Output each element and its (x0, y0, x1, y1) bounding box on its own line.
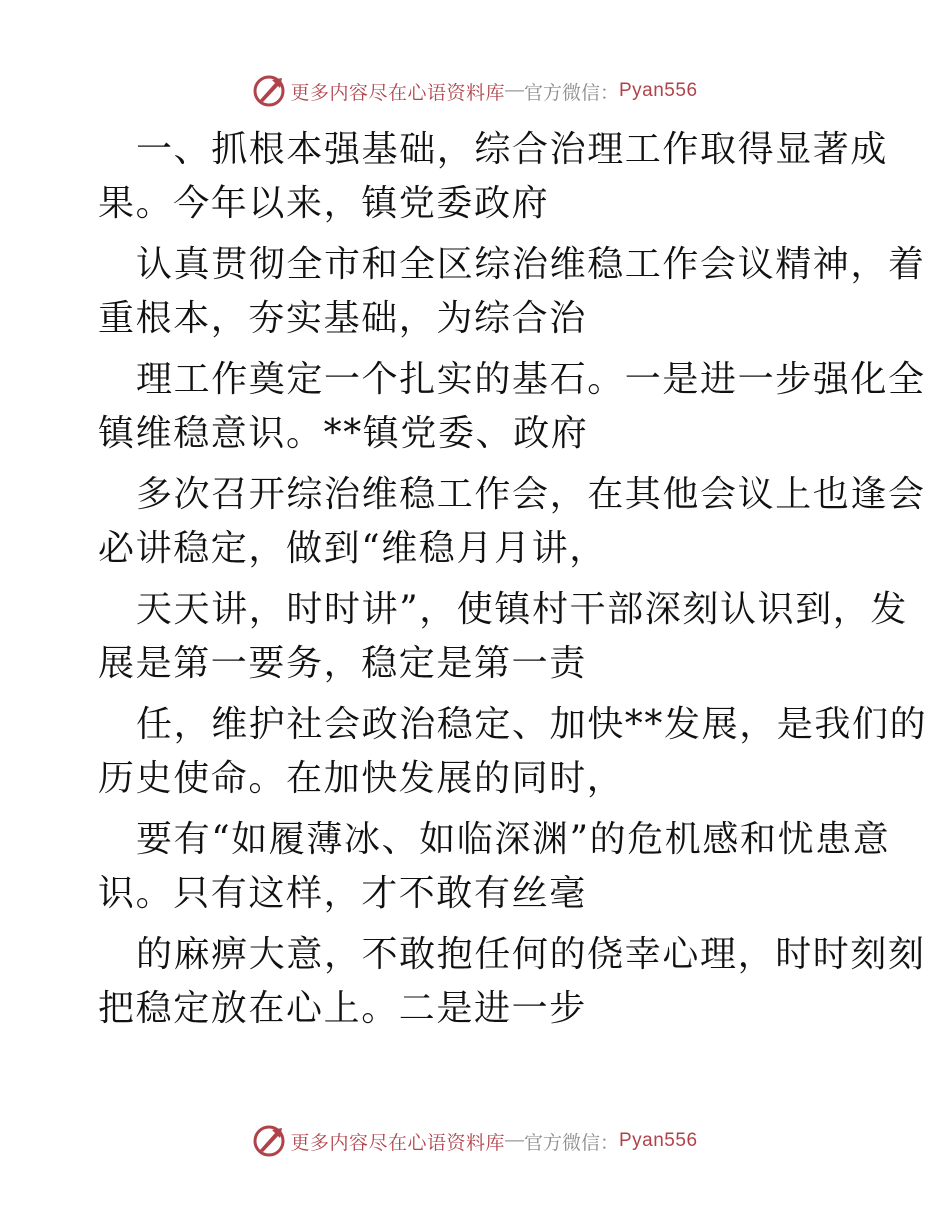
library-link[interactable]: 更多内容尽在心语资料库 (290, 1131, 505, 1154)
banner-separator: — (504, 80, 524, 101)
wechat-label: 官方微信： (523, 81, 619, 104)
body-line: 天天讲，时时讲”，使镇村干部深刻认识到，发 (136, 589, 909, 630)
wechat-id: Pyan556 (619, 80, 698, 101)
body-line: 任，维护社会政治稳定、加快**发展，是我们的 (136, 704, 928, 745)
body-line: 展是第一要务，稳定是第一责 (98, 643, 587, 684)
wechat-id: Pyan556 (619, 1130, 698, 1151)
header-banner (0, 71, 950, 111)
body-line: 必讲稳定，做到“维稳月月讲， (98, 528, 607, 569)
body-line: 一、抓根本强基础，综合治理工作取得显著成 (136, 129, 889, 170)
body-line: 识。只有这样，才不敢有丝毫 (98, 873, 587, 914)
quill-pen-circle-icon (252, 1124, 286, 1158)
body-line: 镇维稳意识。**镇党委、政府 (98, 413, 589, 454)
body-line: 果。今年以来，镇党委政府 (98, 183, 550, 224)
body-line: 要有“如履薄冰、如临深渊”的危机感和忧患意 (136, 819, 891, 860)
wechat-label: 官方微信： (523, 1131, 619, 1154)
body-line: 多次召开综治维稳工作会，在其他会议上也逢会 (136, 474, 926, 515)
library-link[interactable]: 更多内容尽在心语资料库 (290, 81, 505, 104)
body-line: 历史使命。在加快发展的同时， (98, 758, 625, 799)
quill-pen-circle-icon (252, 74, 286, 108)
body-line: 的麻痹大意，不敢抱任何的侥幸心理，时时刻刻 (136, 934, 926, 975)
body-line: 认真贯彻全市和全区综治维稳工作会议精神，着 (136, 244, 926, 285)
body-line: 理工作奠定一个扎实的基石。一是进一步强化全 (136, 359, 926, 400)
body-line: 把稳定放在心上。二是进一步 (98, 988, 587, 1029)
banner-separator: — (504, 1130, 524, 1151)
footer-banner (0, 1121, 950, 1161)
body-line: 重根本，夯实基础，为综合治 (98, 298, 587, 339)
